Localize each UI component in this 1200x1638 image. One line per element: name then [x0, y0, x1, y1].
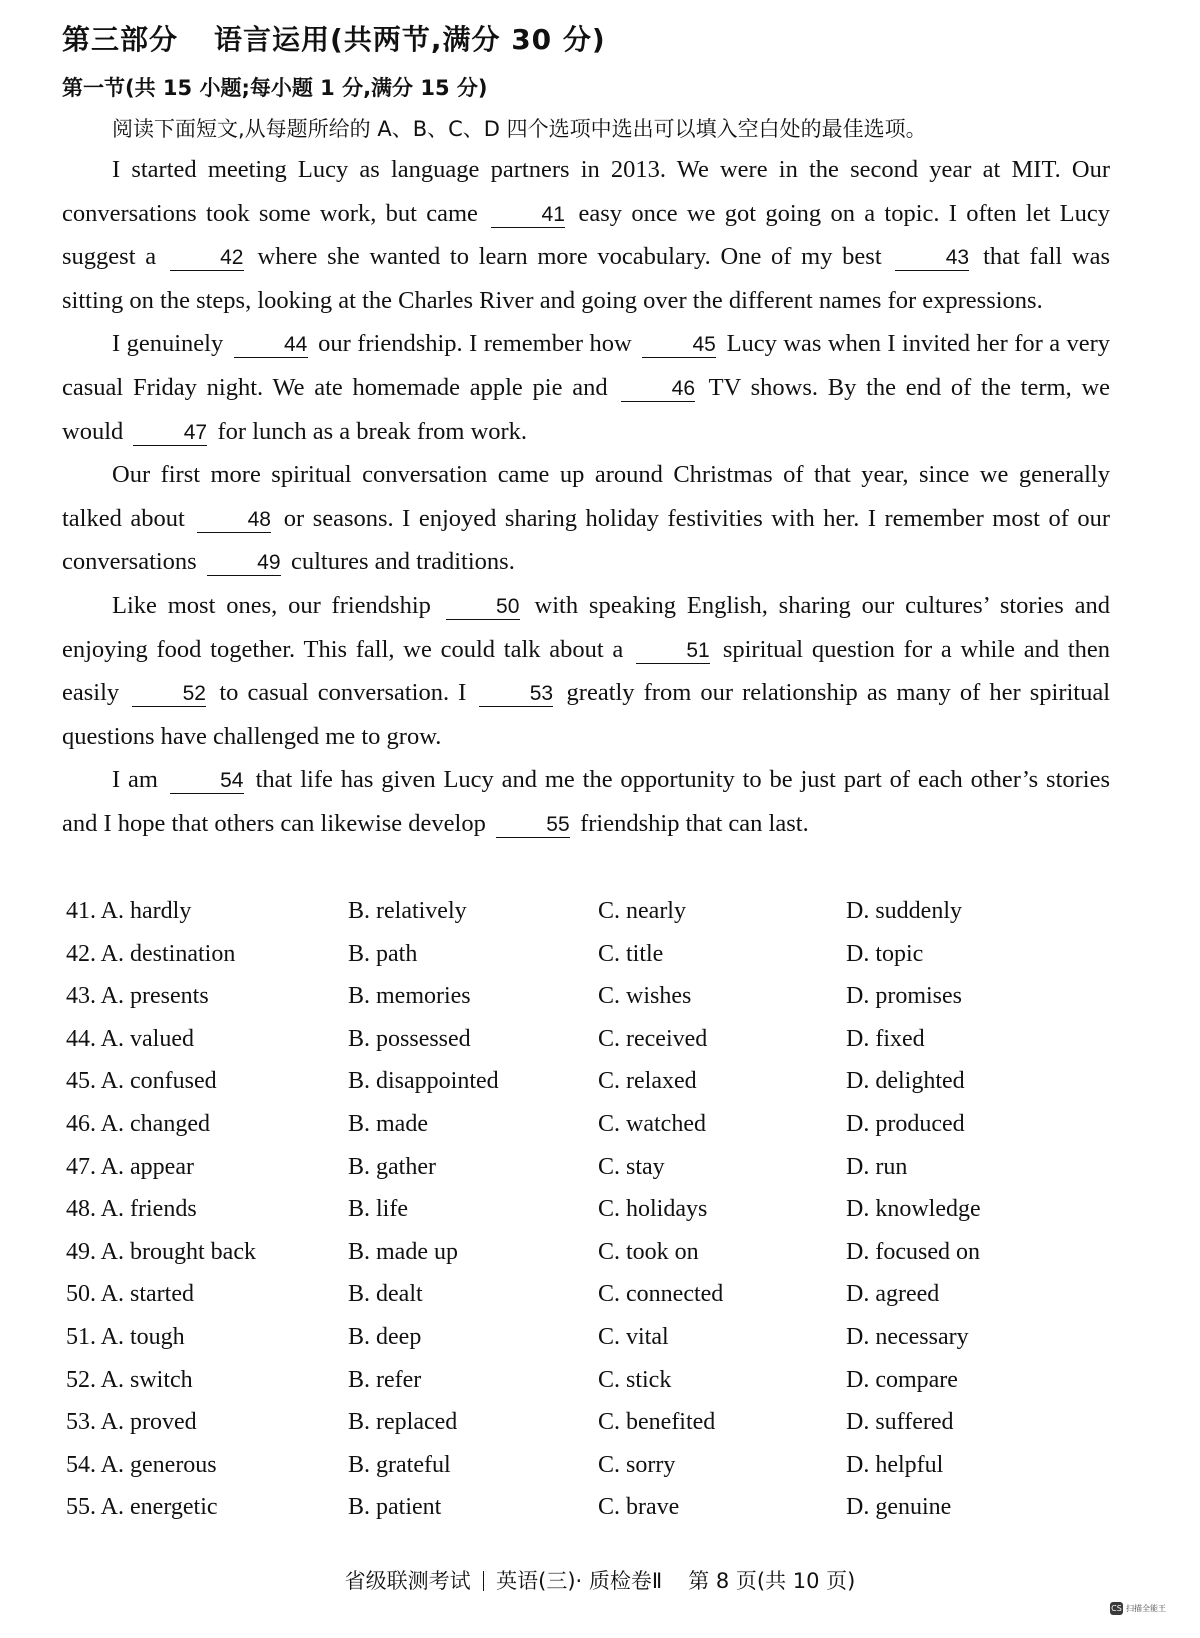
paragraph-1 [62, 148, 1110, 322]
option-c: C. stick [598, 1366, 672, 1393]
option-c: C. holidays [598, 1196, 708, 1223]
option-c: C. benefited [598, 1409, 716, 1436]
option-row [66, 1196, 1066, 1239]
option-c: C. connected [598, 1281, 724, 1308]
option-d: D. knowledge [846, 1196, 981, 1223]
option-b: B. grateful [348, 1451, 451, 1478]
passage-text: Like most ones, our friendship [112, 591, 431, 619]
option-c: C. stay [598, 1153, 665, 1180]
option-d: D. agreed [846, 1281, 940, 1308]
option-a: 51. A. tough [66, 1323, 185, 1350]
passage-text: I started meeting Lucy as language partners in 2013. We were in the second year at MIT. Our conversations took some work, but came [62, 156, 1110, 227]
answer-options [66, 898, 1066, 1537]
blank-53: 53 [479, 682, 553, 707]
blank-51: 51 [636, 639, 710, 664]
option-row [66, 1494, 1066, 1537]
blank-47: 47 [133, 421, 207, 446]
instruction-text: 阅读下面短文,从每题所给的 A、B、C、D 四个选项中选出可以填入空白处的最佳选项。 [112, 117, 927, 141]
blank-55: 55 [496, 813, 570, 838]
option-row [66, 1154, 1066, 1197]
blank-41: 41 [491, 203, 565, 228]
option-d: D. necessary [846, 1323, 969, 1350]
passage-text: that fall was sitting on the steps, looking at the Charles River and going over the different names for expressions. [62, 243, 1111, 314]
option-row [66, 1281, 1066, 1324]
blank-42: 42 [170, 246, 244, 271]
option-c: C. vital [598, 1323, 669, 1350]
option-c: C. title [598, 940, 664, 967]
cloze-passage [62, 148, 1110, 846]
option-row [66, 898, 1066, 941]
footer-subject: 英语(三)· 质检卷Ⅱ [496, 1569, 663, 1593]
passage-text: for lunch as a break from work. [217, 417, 528, 445]
option-b: B. gather [348, 1153, 436, 1180]
option-d: D. run [846, 1153, 908, 1180]
passage-text: that life has given Lucy and me the opportunity to be just part of each other’s stories and I hope that others can likewise develop [62, 766, 1110, 837]
scanner-logo-icon: CS [1111, 1604, 1122, 1613]
blank-43: 43 [895, 246, 969, 271]
option-a: 53. A. proved [66, 1409, 197, 1436]
option-c: C. watched [598, 1110, 706, 1137]
watermark-text: 扫描全能王 [1126, 1604, 1166, 1613]
passage-text: greatly from our relationship as many of her spiritual questions have challenged me to grow. [62, 679, 1111, 750]
passage-text: with speaking English, sharing our cultures’ stories and enjoying food together. This fall, we could talk about a [62, 591, 1110, 663]
option-d: D. helpful [846, 1451, 944, 1478]
option-row [66, 1026, 1066, 1069]
passage-text: Our first more spiritual conversation came up around Christmas of that year, since we generally talked about [62, 461, 1110, 532]
paragraph-4 [62, 584, 1110, 758]
option-d: D. compare [846, 1366, 958, 1393]
passage-text: Lucy was when I invited her for a very casual Friday night. We ate homemade apple pie and [62, 330, 1111, 401]
option-b: B. made up [348, 1238, 458, 1265]
blank-49: 49 [207, 551, 281, 576]
option-a: 52. A. switch [66, 1366, 193, 1393]
option-b: B. made [348, 1110, 428, 1137]
option-c: C. wishes [598, 983, 692, 1010]
passage-text: friendship that can last. [580, 809, 809, 837]
option-c: C. received [598, 1025, 708, 1052]
option-b: B. replaced [348, 1409, 458, 1436]
paragraph-2 [62, 322, 1110, 453]
footer-divider [483, 1571, 485, 1591]
option-row [66, 983, 1066, 1026]
blank-44: 44 [234, 333, 308, 358]
passage-text: I am [112, 766, 158, 794]
option-a: 46. A. changed [66, 1110, 210, 1137]
passage-text: easy once we got going on a topic. I often let Lucy suggest a [62, 199, 1111, 271]
blank-52: 52 [132, 682, 206, 707]
option-d: D. suffered [846, 1409, 954, 1436]
option-a: 55. A. energetic [66, 1494, 218, 1521]
part-title [62, 18, 606, 58]
option-b: B. dealt [348, 1281, 423, 1308]
option-a: 41. A. hardly [66, 898, 192, 924]
option-row [66, 1367, 1066, 1410]
option-b: B. refer [348, 1366, 422, 1393]
blank-50: 50 [446, 595, 520, 620]
option-a: 49. A. brought back [66, 1238, 256, 1265]
option-b: B. disappointed [348, 1068, 499, 1095]
part-title-sub: 语言运用(共两节,满分 30 分) [214, 23, 606, 56]
option-row [66, 941, 1066, 984]
option-a: 54. A. generous [66, 1451, 217, 1478]
option-d: D. focused on [846, 1238, 980, 1265]
blank-45: 45 [642, 333, 716, 358]
option-d: D. produced [846, 1110, 965, 1137]
passage-text: or seasons. I enjoyed sharing holiday festivities with her. I remember most of our conversations [62, 504, 1111, 576]
option-a: 45. A. confused [66, 1068, 217, 1095]
passage-text: cultures and traditions. [290, 548, 515, 576]
option-a: 48. A. friends [66, 1196, 197, 1223]
option-d: D. fixed [846, 1025, 925, 1052]
option-a: 43. A. presents [66, 983, 209, 1010]
passage-text: spiritual question for a while and then easily [62, 635, 1111, 707]
paragraph-3 [62, 453, 1110, 584]
option-b: B. path [348, 940, 418, 967]
option-row [66, 1068, 1066, 1111]
option-c: C. nearly [598, 898, 686, 924]
option-b: B. relatively [348, 898, 467, 924]
option-d: D. promises [846, 983, 962, 1010]
option-row [66, 1452, 1066, 1495]
option-a: 44. A. valued [66, 1025, 194, 1052]
footer-page-number: 第 8 页(共 10 页) [688, 1569, 856, 1593]
scanner-watermark [1110, 1602, 1166, 1615]
paragraph-5 [62, 758, 1110, 845]
passage-text: where she wanted to learn more vocabulary. One of my best [257, 243, 882, 271]
option-c: C. brave [598, 1494, 680, 1521]
option-d: D. delighted [846, 1068, 965, 1095]
option-a: 47. A. appear [66, 1153, 194, 1180]
option-b: B. life [348, 1196, 408, 1223]
page-footer [0, 1565, 1200, 1595]
option-b: B. patient [348, 1494, 442, 1521]
option-b: B. possessed [348, 1025, 471, 1052]
footer-exam-name: 省级联测考试 [344, 1569, 471, 1593]
option-a: 42. A. destination [66, 940, 236, 967]
option-row [66, 1324, 1066, 1367]
option-row [66, 1111, 1066, 1154]
option-d: D. genuine [846, 1494, 952, 1521]
option-c: C. took on [598, 1238, 699, 1265]
passage-text: to casual conversation. I [219, 679, 467, 707]
option-b: B. memories [348, 983, 471, 1010]
option-b: B. deep [348, 1323, 422, 1350]
option-c: C. sorry [598, 1451, 676, 1478]
passage-text: I genuinely [112, 330, 224, 358]
option-a: 50. A. started [66, 1281, 194, 1308]
blank-48: 48 [197, 508, 271, 533]
section-title: 第一节(共 15 小题;每小题 1 分,满分 15 分) [62, 76, 488, 100]
passage-text: TV shows. By the end of the term, we would [62, 373, 1111, 445]
option-row [66, 1409, 1066, 1452]
passage-text: our friendship. I remember how [318, 330, 632, 358]
blank-46: 46 [621, 377, 695, 402]
option-d: D. topic [846, 940, 924, 967]
part-title-main: 第三部分 [62, 23, 179, 56]
option-c: C. relaxed [598, 1068, 697, 1095]
option-d: D. suddenly [846, 898, 962, 924]
blank-54: 54 [170, 769, 244, 794]
option-row [66, 1239, 1066, 1282]
